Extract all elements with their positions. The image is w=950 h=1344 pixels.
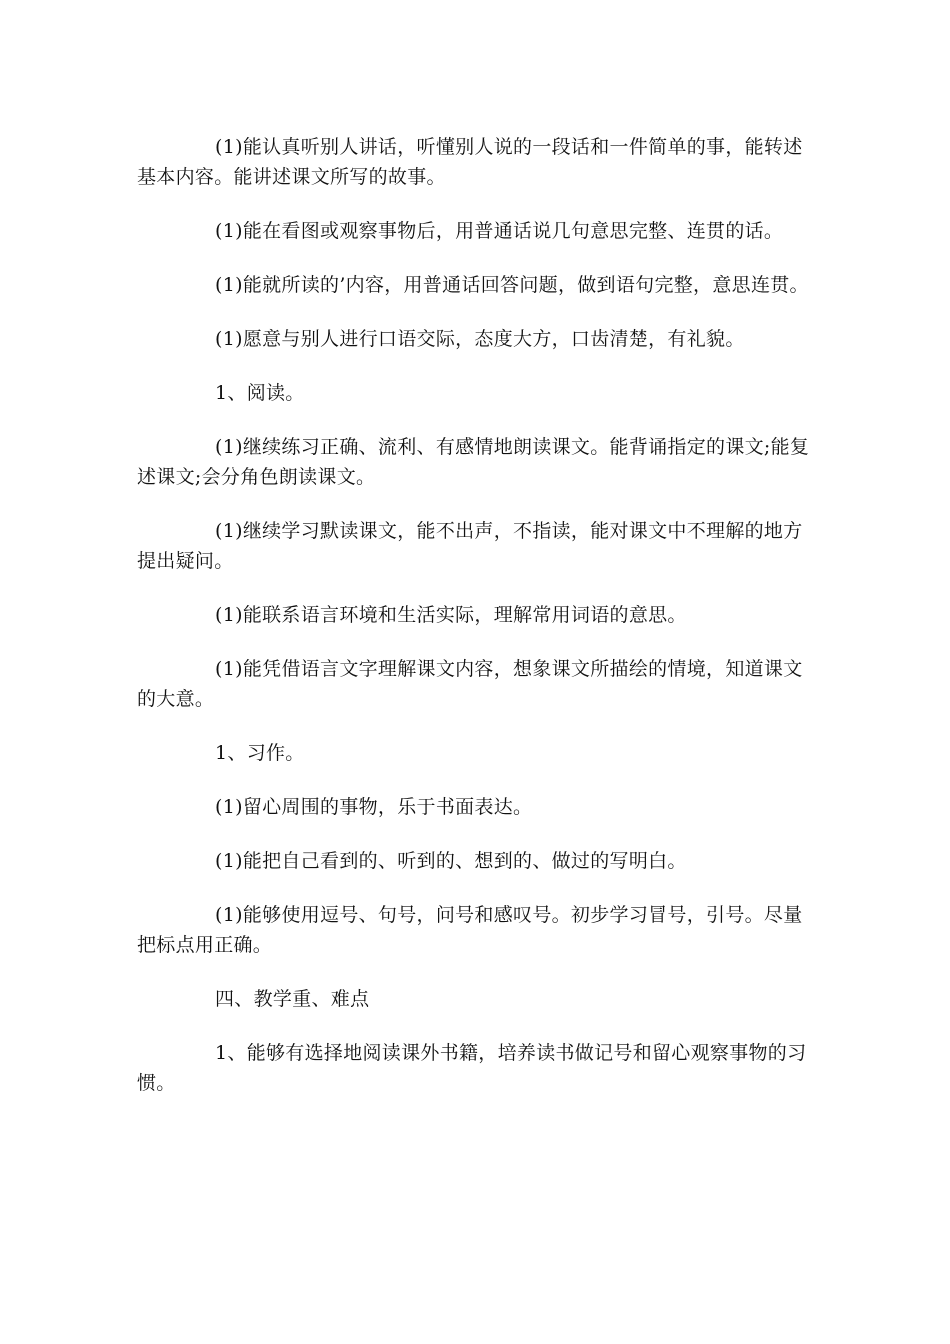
- paragraph: (1)能就所读的’内容，用普通话回答问题，做到语句完整，意思连贯。: [215, 274, 809, 296]
- paragraph: (1)愿意与别人进行口语交际，态度大方，口齿清楚，有礼貌。: [215, 328, 745, 350]
- paragraph: (1)能凭借语言文字理解课文内容，想象课文所描绘的情境，知道课文的大意。: [137, 658, 803, 710]
- document-body: [137, 132, 813, 1122]
- paragraph: (1)继续练习正确、流利、有感情地朗读课文。能背诵指定的课文;能复述课文;会分角色朗读课文。: [137, 436, 810, 488]
- paragraph: (1)能认真听别人讲话，听懂别人说的一段话和一件简单的事，能转述基本内容。能讲述课文所写的故事。: [137, 136, 803, 188]
- section-heading: 四、教学重、难点: [215, 988, 370, 1010]
- section-heading: 1、阅读。: [215, 382, 305, 404]
- paragraph: (1)能把自己看到的、听到的、想到的、做过的写明白。: [215, 850, 687, 872]
- paragraph: (1)能联系语言环境和生活实际，理解常用词语的意思。: [215, 604, 687, 626]
- paragraph: (1)能够使用逗号、句号，问号和感叹号。初步学习冒号，引号。尽量把标点用正确。: [137, 904, 803, 956]
- section-heading: 1、习作。: [215, 742, 305, 764]
- paragraph: 1、能够有选择地阅读课外书籍，培养读书做记号和留心观察事物的习惯。: [137, 1042, 807, 1094]
- paragraph: (1)继续学习默读课文，能不出声，不指读，能对课文中不理解的地方提出疑问。: [137, 520, 803, 572]
- paragraph: (1)能在看图或观察事物后，用普通话说几句意思完整、连贯的话。: [215, 220, 784, 242]
- paragraph: (1)留心周围的事物，乐于书面表达。: [215, 796, 533, 818]
